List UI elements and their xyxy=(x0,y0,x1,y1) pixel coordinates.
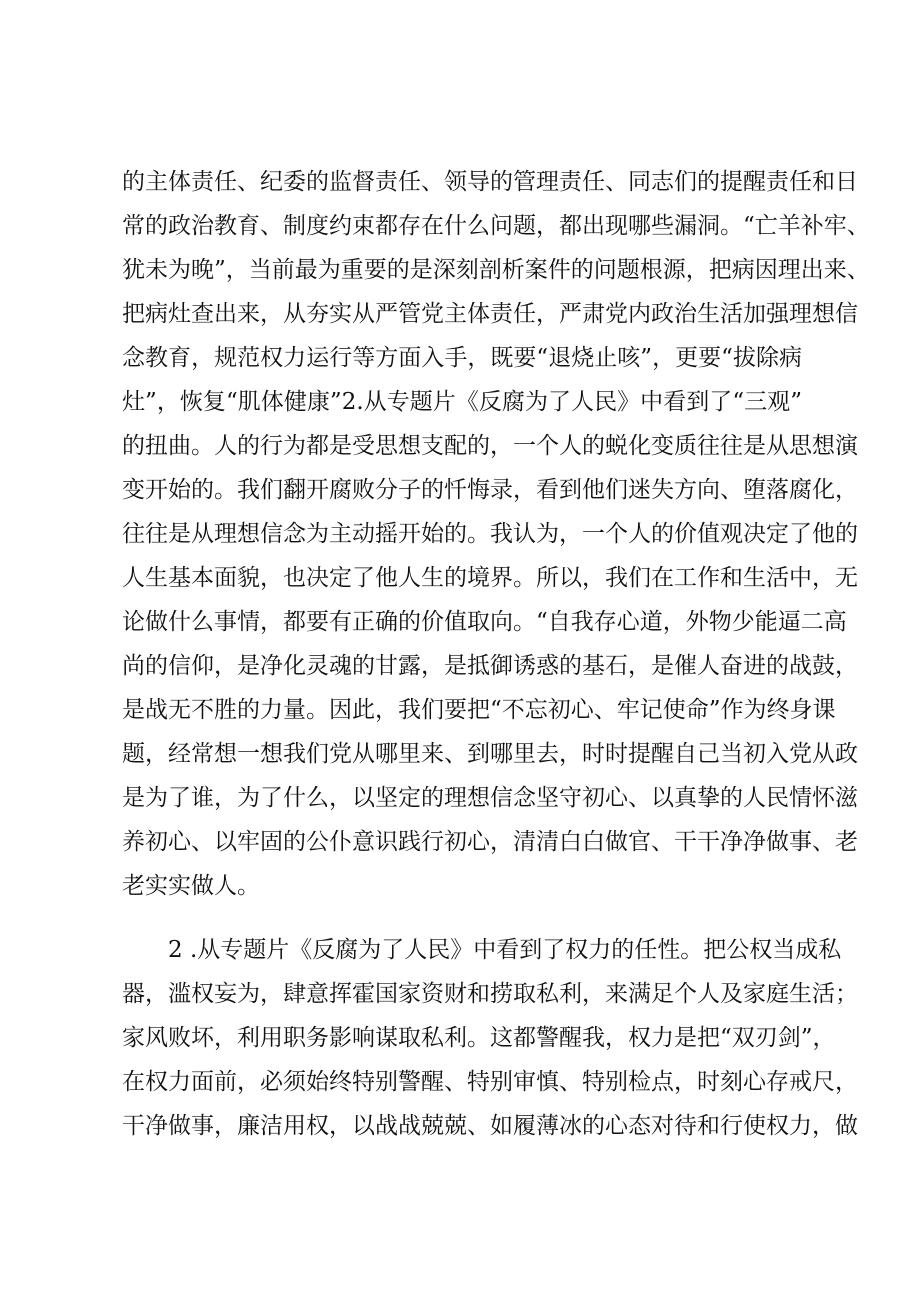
text-line: 变开始的。我们翻开腐败分子的忏悔录，看到他们迷失方向、堕落腐化， xyxy=(122,477,858,503)
text-line: 题，经常想一想我们党从哪里来、到哪里去，时时提醒自己当初入党从政 xyxy=(122,741,858,767)
text-line: 把病灶查出来，从夯实从严管党主体责任，严肃党内政治生活加强理想信 xyxy=(122,301,858,327)
text-line: 是战无不胜的力量。因此，我们要把“不忘初心、牢记使命”作为终身课 xyxy=(122,697,836,723)
text-line: 2 .从专题片《反腐为了人民》中看到了权力的任性。把公权当成私 xyxy=(168,937,842,963)
text-line: 老实实做人。 xyxy=(122,873,260,899)
text-line: 往往是从理想信念为主动摇开始的。我认为，一个人的价值观决定了他的 xyxy=(122,521,858,547)
body-paragraph-1 xyxy=(122,160,870,908)
text-line: 人生基本面貌，也决定了他人生的境界。所以，我们在工作和生活中，无 xyxy=(122,565,858,591)
text-line: 是为了谁，为了什么，以坚定的理想信念坚守初心、以真挚的人民情怀滋 xyxy=(122,785,858,811)
text-line: 干净做事，廉洁用权，以战战兢兢、如履薄冰的心态对待和行使权力，做 xyxy=(122,1113,858,1139)
text-line: 在权力面前，必须始终特别警醒、特别审慎、特别检点，时刻心存戒尺， xyxy=(122,1069,858,1095)
text-line: 论做什么事情，都要有正确的价值取向。“自我存心道，外物少能逼二高 xyxy=(122,609,847,635)
text-line: 器，滥权妄为，肆意挥霍国家资财和捞取私利，来满足个人及家庭生活； xyxy=(122,981,858,1007)
text-line: 家风败坏，利用职务影响谋取私利。这都警醒我，权力是把“双刃剑”， xyxy=(122,1025,836,1051)
text-line: 念教育，规范权力运行等方面入手，既要“退烧止咳”，更要“拔除病 xyxy=(122,345,802,371)
body-paragraph-2 xyxy=(122,928,858,1148)
text-line: 的主体责任、纪委的监督责任、领导的管理责任、同志们的提醒责任和日 xyxy=(122,169,858,195)
text-line: 养初心、以牢固的公仆意识践行初心，清清白白做官、干干净净做事、老 xyxy=(122,829,858,855)
text-line: 犹未为晚”，当前最为重要的是深刻剖析案件的问题根源，把病因理出来、 xyxy=(122,257,870,283)
text-line: 的扭曲。人的行为都是受思想支配的，一个人的蜕化变质往往是从思想演 xyxy=(122,433,858,459)
text-line: 尚的信仰，是净化灵魂的甘露，是抵御诱惑的基石，是催人奋进的战鼓， xyxy=(122,653,858,679)
text-line: 灶”，恢复“肌体健康”2.从专题片《反腐为了人民》中看到了“三观” xyxy=(122,389,802,415)
text-line: 常的政治教育、制度约束都存在什么问题，都出现哪些漏洞。“亡羊补牢、 xyxy=(122,213,870,239)
